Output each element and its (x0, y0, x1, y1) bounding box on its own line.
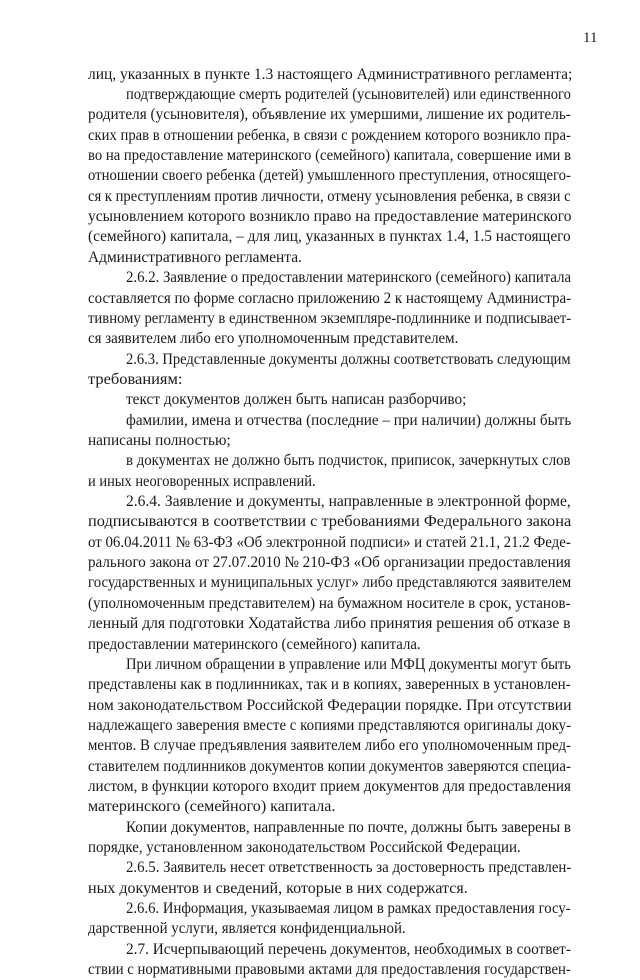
text-line: текст документов должен быть написан разборчиво; (126, 391, 467, 408)
text-line: предоставлении материнского (семейного) капитала. (88, 636, 421, 653)
text-line: ствии с нормативными правовыми актами для предоставления государствен- (88, 961, 571, 978)
text-line: (семейного) капитала, – для лиц, указанных в пунктах 1.4, 1.5 настоящего (88, 228, 571, 245)
text-line: ментов. В случае предъявления заявителем либо его уполномоченным пред- (88, 737, 571, 754)
text-line: родителя (усыновителя), объявление их умершими, лишение их родитель- (88, 106, 571, 123)
text-line: в документах не должно быть подчисток, приписок, зачеркнутых слов (126, 452, 571, 469)
text-line: 2.6.4. Заявление и документы, направленные в электронной форме, (126, 493, 571, 510)
text-line: ставителем подлинников документов копии документов заверяются специа- (88, 758, 571, 775)
page-number: 11 (583, 30, 598, 46)
text-line: дарственной услуги, является конфиденциальной. (88, 920, 406, 937)
text-line: 2.6.6. Информация, указываемая лицом в рамках предоставления госу- (126, 900, 571, 917)
text-line: представлены как в подлинниках, так и в копиях, заверенных в установлен- (88, 676, 571, 693)
text-line: подтверждающие смерть родителей (усыновителей) или единственного (126, 86, 571, 103)
text-line: Копии документов, направленные по почте, должны быть заверены в (126, 819, 571, 836)
text-line: усыновлением которого возникло право на предоставление материнского (88, 208, 572, 225)
text-line: требованиям: (88, 371, 183, 388)
text-line: государственных и муниципальных услуг» либо представляются заявителем (88, 574, 572, 591)
text-line: от 06.04.2011 № 63-ФЗ «Об электронной подписи» и статей 21.1, 21.2 Феде- (88, 534, 571, 551)
text-line: отношении своего ребенка (детей) умышленного преступления, относящего- (88, 167, 571, 184)
text-line: написаны полностью; (88, 432, 231, 449)
text-line: порядке, установленном законодательством Российской Федерации. (88, 839, 521, 856)
text-line: ном законодательством Российской Федерации порядке. При отсутствии (88, 697, 572, 714)
text-line: и иных неоговоренных исправлений. (88, 473, 316, 490)
text-line: 2.6.5. Заявитель несет ответственность за достоверность представлен- (126, 859, 572, 876)
text-line: ных документов и сведений, которые в них содержатся. (88, 880, 468, 897)
text-line: 2.7. Исчерпывающий перечень документов, необходимых в соответ- (126, 941, 571, 958)
text-line: 2.6.2. Заявление о предоставлении материнского (семейного) капитала (126, 269, 572, 286)
text-line: ся заявителем либо его уполномоченным представителем. (88, 330, 459, 347)
text-line: тивному регламенту в единственном экземпляре-подлиннике и подписывает- (88, 310, 572, 327)
text-line: (уполномоченным представителем) на бумажном носителе в срок, установ- (88, 595, 571, 612)
text-line: фамилии, имена и отчества (последние – при наличии) должны быть (126, 412, 572, 429)
text-line: ся к преступлениям против личности, отмену усыновления ребенка, в связи с (88, 188, 571, 205)
text-line: подписываются в соответствии с требованиями Федерального закона (88, 513, 572, 530)
text-line: материнского (семейного) капитала. (88, 798, 336, 815)
text-line: Административного регламента. (88, 249, 302, 266)
text-line: лиц, указанных в пункте 1.3 настоящего Административного регламента; (88, 66, 573, 83)
text-line: При личном обращении в управление или МФЦ документы могут быть (126, 656, 571, 673)
text-line: составляется по форме согласно приложению 2 к настоящему Администра- (88, 290, 572, 307)
text-line: рального закона от 27.07.2010 № 210-ФЗ «Об организации предоставления (88, 554, 571, 571)
text-line: надлежащего заверения вместе с копиями представляются оригиналы доку- (88, 717, 572, 734)
text-line: ленный для подготовки Ходатайства либо принятия решения об отказе в (88, 615, 571, 632)
text-line: 2.6.3. Представленные документы должны соответствовать следующим (126, 351, 571, 368)
text-line: листом, в функции которого входит прием документов для предоставления (88, 778, 571, 795)
text-line: во на предоставление материнского (семейного) капитала, совершение ими в (88, 147, 572, 164)
text-line: ских прав в отношении ребенка, в связи с рождением которого возникло пра- (88, 127, 571, 144)
